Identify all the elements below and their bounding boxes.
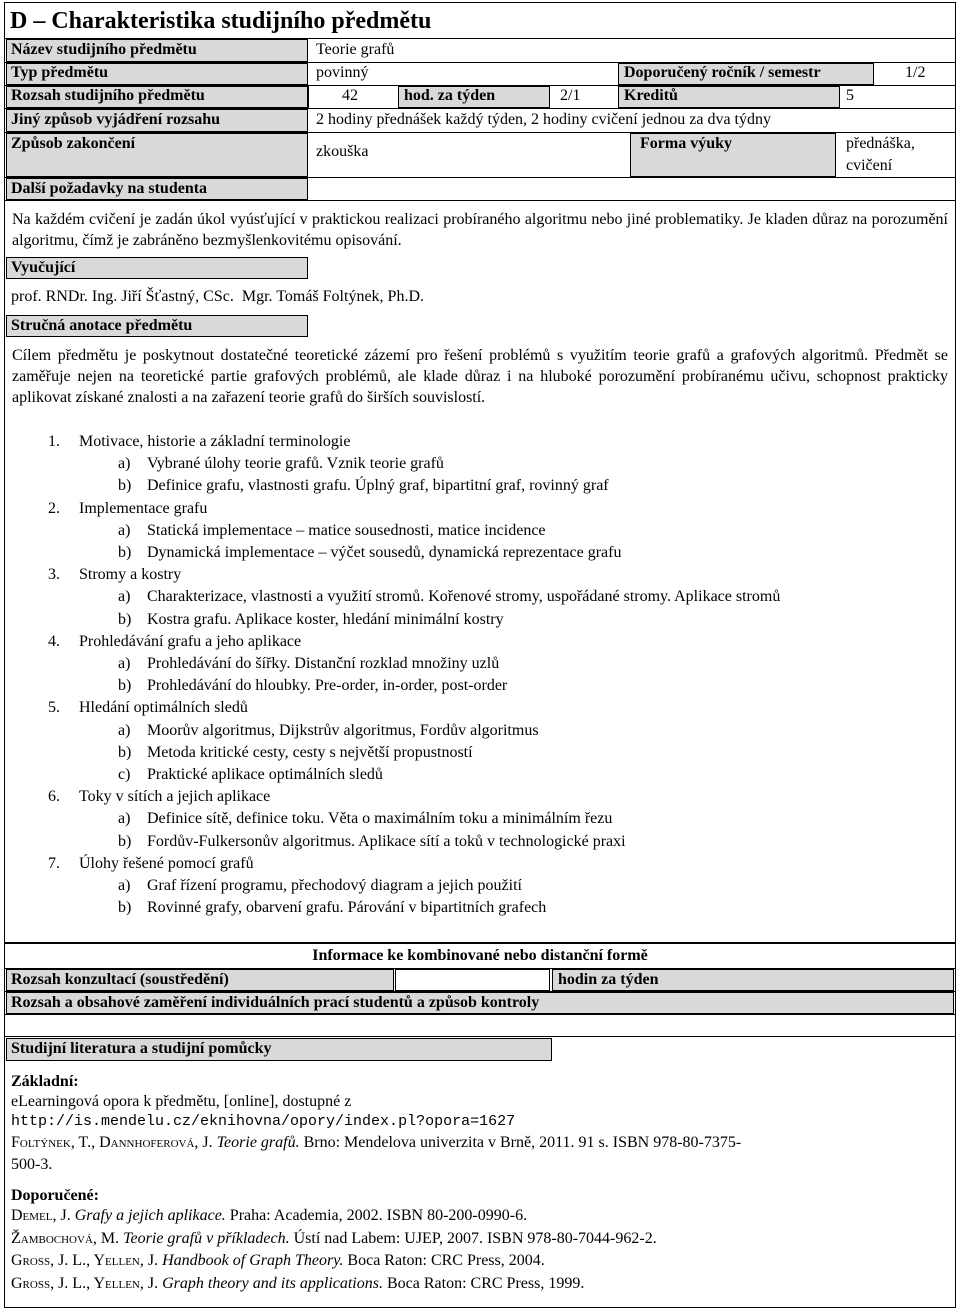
doporucene-label: Doporučené: <box>11 1187 99 1204</box>
reference-item <box>11 1274 584 1294</box>
syllabus-number: 5. <box>48 699 60 717</box>
zpusob-label: Způsob zakončení <box>11 135 136 152</box>
reference-rest: Praha: Academia, 2002. ISBN 80-200-0990-6. <box>229 1207 528 1224</box>
jiny-value: 2 hodiny přednášek každý týden, 2 hodiny cvičení jednou za dva týdny <box>316 111 771 128</box>
syllabus-subitem: Dynamická implementace – výčet sousedů, dynamická reprezentace grafu <box>147 544 622 561</box>
hod-label: hod. za týden <box>404 87 496 104</box>
syllabus-subitem-letter: a) <box>118 455 131 473</box>
reference-authors: Žambochová, M. <box>11 1229 120 1247</box>
syllabus-subitem: Prohledávání do šířky. Distanční rozklad množiny uzlů <box>147 655 500 672</box>
reference-title: Teorie grafů v příkladech. <box>123 1229 290 1247</box>
syllabus-subitem-letter: b) <box>118 832 132 850</box>
rozsah-label: Rozsah studijního předmětu <box>11 87 205 104</box>
reference-rest: Boca Raton: CRC Press, 1999. <box>386 1274 585 1292</box>
syllabus-subitem-letter: a) <box>118 810 131 828</box>
reference-authors: Gross, J. L., Yellen, J. <box>11 1274 159 1292</box>
reference-foltynek-cont: 500-3. <box>11 1156 53 1173</box>
syllabus-subitem: Definice sítě, definice toku. Věta o maximálním toku a minimálním řezu <box>147 810 613 828</box>
reference-item <box>11 1251 545 1271</box>
reference-item <box>11 1206 527 1226</box>
divider <box>4 1036 956 1037</box>
syllabus-subitem: Charakterizace, vlastnosti a využití stromů. Kořenové stromy, uspořádané stromy. Aplikace stromů <box>147 588 781 606</box>
typ-value: povinný <box>316 64 369 81</box>
syllabus-subitem: Praktické aplikace optimálních sledů <box>147 766 383 783</box>
divider <box>4 1014 956 1015</box>
forma-label: Forma výuky <box>640 135 732 152</box>
syllabus-subitem-letter: b) <box>118 477 132 495</box>
syllabus-subitem-letter: a) <box>118 588 131 606</box>
rocnik-label: Doporučený ročník / semestr <box>624 64 821 81</box>
reference-rest: Boca Raton: CRC Press, 2004. <box>347 1252 545 1269</box>
reference-title: Grafy a jejich aplikace. <box>74 1207 226 1224</box>
konzultace-value <box>395 969 550 991</box>
rocnik-value: 1/2 <box>905 64 926 81</box>
vyucujici-text: prof. RNDr. Ing. Jiří Šťastný, CSc. Mgr. Tomáš Foltýnek, Ph.D. <box>11 288 424 305</box>
syllabus-subitem: Metoda kritické cesty, cesty s největší propustností <box>147 743 473 761</box>
syllabus-topic: Úlohy řešené pomocí grafů <box>79 854 254 872</box>
prace-label: Rozsah a obsahové zaměření individuálních prací studentů a způsob kontroly <box>11 994 540 1011</box>
reference-title: Graph theory and its applications. <box>162 1274 383 1292</box>
divider <box>4 200 956 201</box>
forma-value-1: přednáška, <box>846 135 915 152</box>
syllabus-subitem-letter: b) <box>118 610 132 628</box>
anotace-text: Cílem předmětu je poskytnout dostatečné teoretické zázemí pro řešení problémů s využitím teorie grafů a grafových algoritmů. Předmět se zaměřuje nejen na teoretické partie grafových problémů, ale klade důraz i na hluboké porozumění probíranému učivu, schopnost prakticky aplikovat získané znalosti a na zařazení teorie grafů do širších souvislostí. <box>12 347 948 406</box>
syllabus-topic: Implementace grafu <box>79 499 208 517</box>
nazev-value: Teorie grafů <box>316 41 395 58</box>
syllabus-number: 4. <box>48 632 60 650</box>
hod-value: 2/1 <box>560 87 581 104</box>
syllabus-subitem: Fordův-Fulkersonův algoritmus. Aplikace sítí a toků v technologické praxi <box>147 832 626 850</box>
rozsah-value: 42 <box>342 87 358 104</box>
konzultace-label: Rozsah konzultací (soustředění) <box>11 971 229 988</box>
syllabus-number: 2. <box>48 499 60 517</box>
syllabus-subitem-letter: b) <box>118 899 132 917</box>
reference-title: Handbook of Graph Theory. <box>162 1252 344 1269</box>
syllabus-subitem-letter: a) <box>118 721 131 739</box>
syllabus-subitem: Rovinné grafy, obarvení grafu. Párování v bipartitních grafech <box>147 899 547 917</box>
page-title: D – Charakteristika studijního předmětu <box>10 8 432 34</box>
reference-authors: Gross, J. L., Yellen, J. <box>11 1252 159 1269</box>
reference-authors: Foltýnek, T., Dannhoferová, J. <box>11 1134 213 1151</box>
jiny-label: Jiný způsob vyjádření rozsahu <box>11 111 221 128</box>
forma-value-2: cvičení <box>846 157 893 174</box>
zpusob-value: zkouška <box>316 143 369 160</box>
kredity-label: Kreditů <box>624 87 678 104</box>
reference-title: Teorie grafů. <box>216 1134 300 1151</box>
literatura-label: Studijní literatura a studijní pomůcky <box>11 1040 272 1057</box>
syllabus-subitem-letter: b) <box>118 677 132 695</box>
kredity-value: 5 <box>846 87 854 104</box>
syllabus-subitem: Kostra grafu. Aplikace koster, hledání minimální kostry <box>147 610 504 628</box>
syllabus-subitem: Statická implementace – matice sousednosti, matice incidence <box>147 521 546 539</box>
anotace-label: Stručná anotace předmětu <box>11 317 193 334</box>
syllabus-number: 1. <box>48 433 60 450</box>
hodin-label: hodin za týden <box>558 971 659 988</box>
syllabus-subitem: Definice grafu, vlastnosti grafu. Úplný graf, bipartitní graf, rovinný graf <box>147 477 609 495</box>
zakladni-line: eLearningová opora k předmětu, [online], dostupné z <box>11 1093 352 1110</box>
reference-foltynek <box>11 1133 741 1153</box>
reference-rest: Brno: Mendelova univerzita v Brně, 2011. 91 s. ISBN 978-80-7375- <box>303 1134 742 1151</box>
syllabus-topic: Hledání optimálních sledů <box>79 699 248 717</box>
syllabus-number: 3. <box>48 566 60 584</box>
syllabus-number: 6. <box>48 788 60 806</box>
reference-rest: Ústí nad Labem: UJEP, 2007. ISBN 978-80-7044-962-2. <box>293 1229 657 1247</box>
vyucujici-label: Vyučující <box>11 259 76 276</box>
pozadavky-text: Na každém cvičení je zadán úkol vyúsťující v praktickou realizaci probíraného algoritmu nebo jiné problematiky. Je kladen důraz na porozumění algoritmu, čímž je zabráněno bezmyšlenkovitému opisování. <box>12 211 948 249</box>
zakladni-label: Základní: <box>11 1073 79 1090</box>
divider <box>308 86 309 108</box>
syllabus-subitem-letter: c) <box>118 766 131 783</box>
syllabus-subitem: Graf řízení programu, přechodový diagram a jejich použití <box>147 877 522 894</box>
kombinovana-header: Informace ke kombinované nebo distanční formě <box>312 947 648 964</box>
nazev-label: Název studijního předmětu <box>11 41 197 58</box>
syllabus-subitem: Moorův algoritmus, Dijkstrův algoritmus, Fordův algoritmus <box>147 721 539 739</box>
syllabus-topic: Prohledávání grafu a jeho aplikace <box>79 632 302 650</box>
syllabus-subitem-letter: a) <box>118 655 131 672</box>
syllabus-topic: Stromy a kostry <box>79 566 182 584</box>
typ-label: Typ předmětu <box>11 64 109 81</box>
syllabus-subitem: Prohledávání do hloubky. Pre-order, in-order, post-order <box>147 677 508 695</box>
syllabus-number: 7. <box>48 854 60 872</box>
syllabus-subitem-letter: a) <box>118 521 131 539</box>
syllabus-topic: Motivace, historie a základní terminologie <box>79 433 351 450</box>
reference-item <box>11 1229 657 1249</box>
syllabus-subitem-letter: b) <box>118 544 132 561</box>
pozadavky-label: Další požadavky na studenta <box>11 180 208 197</box>
zakladni-url: http://is.mendelu.cz/eknihovna/opory/index.pl?opora=1627 <box>11 1113 516 1130</box>
reference-authors: Demel, J. <box>11 1207 71 1224</box>
syllabus-topic: Toky v sítích a jejich aplikace <box>79 788 271 806</box>
syllabus-subitem-letter: a) <box>118 877 131 894</box>
syllabus-subitem-letter: b) <box>118 743 132 761</box>
divider <box>4 942 956 944</box>
syllabus-subitem: Vybrané úlohy teorie grafů. Vznik teorie grafů <box>147 455 444 473</box>
